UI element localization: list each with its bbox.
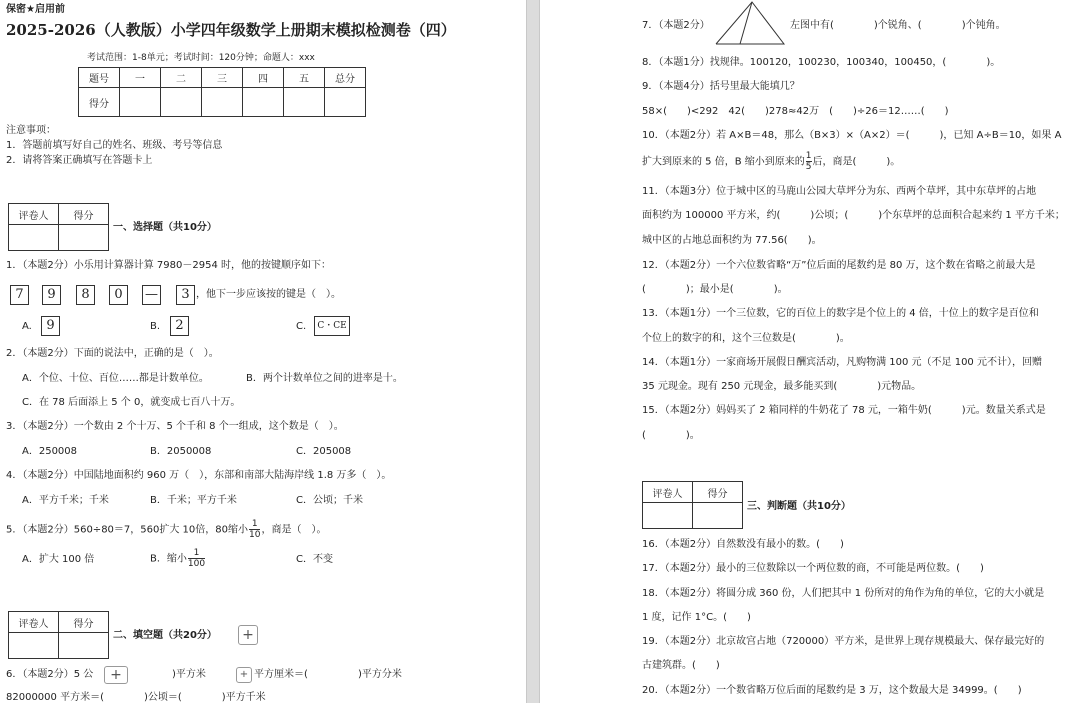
question-6-line1-d: )平方分米 xyxy=(358,669,402,680)
question-18-b: 1 度，记作 1°C。( ) xyxy=(642,612,751,623)
question-14-b: 35 元现金。现有 250 元现金，最多能买到( )元物品。 xyxy=(642,381,922,392)
question-4-stem: 4．（本题2分）中国陆地面积约 960 万（ ），东部和南部大陆海岸线 1.8 万多（ ）。 xyxy=(6,470,392,481)
score-header-cell: 二 xyxy=(161,68,202,88)
exam-title: 2025-2026（人教版）小学四年级数学上册期末模拟检测卷（四） xyxy=(6,21,456,39)
grader-cell[interactable] xyxy=(693,503,743,529)
score-header-cell: 四 xyxy=(243,68,284,88)
option-b[interactable]: B．千米；平方千米 xyxy=(150,495,237,506)
question-1-tail: ，他下一步应该按的键是（ ）。 xyxy=(196,289,341,300)
question-13-b: 个位上的数字的和，这个三位数是( )。 xyxy=(642,333,850,344)
calculator-key: 8 xyxy=(76,285,95,305)
score-table xyxy=(78,67,366,117)
grader-cell[interactable] xyxy=(643,503,693,529)
fraction xyxy=(806,151,812,172)
section-title-choice: 一、选择题（共10分） xyxy=(113,222,217,233)
option-a[interactable]: A．250008 xyxy=(22,446,78,457)
question-12-a: 12．（本题2分）一个六位数省略“万”位后面的尾数约是 80 万，这个数在省略之前最大是 xyxy=(642,260,1036,271)
calculator-key: 7 xyxy=(10,285,29,305)
question-7-b: 左图中有( )个锐角、( )个钝角。 xyxy=(790,20,1006,31)
section-title-judge: 三、判断题（共10分） xyxy=(747,501,851,512)
question-15-a: 15．（本题2分）妈妈买了 2 箱同样的牛奶花了 78 元，一箱牛奶( )元。数量关系式是 xyxy=(642,405,1046,416)
question-6-line2: 82000000 平方米＝( )公顷＝( )平方千米 xyxy=(6,692,266,703)
note-item: 1．答题前填写好自己的姓名、班级、考号等信息 xyxy=(6,140,223,151)
option-b[interactable]: B．两个计数单位之间的进率是十。 xyxy=(246,373,403,384)
page-gutter xyxy=(526,0,540,703)
fraction xyxy=(188,548,205,569)
option-a-key[interactable]: 9 xyxy=(41,316,60,336)
expand-icon[interactable]: + xyxy=(236,667,252,683)
question-16: 16．（本题2分）自然数没有最小的数。( ) xyxy=(642,539,844,550)
calculator-key: 3 xyxy=(176,285,195,305)
question-12-b: ( )；最小是( )。 xyxy=(642,284,788,295)
question-6-line1-b: )平方米 xyxy=(172,669,206,680)
fraction-numerator: 1 xyxy=(188,548,205,559)
section-title-fill: 二、填空题（共20分） xyxy=(113,630,217,641)
fraction-denominator: 10 xyxy=(249,530,261,540)
fraction-denominator: 100 xyxy=(187,559,206,569)
question-10-b2: 后，商是( )。 xyxy=(812,156,901,168)
calculator-key: 9 xyxy=(42,285,61,305)
option-a[interactable]: A．个位、十位、百位……都是计数单位。 xyxy=(22,373,209,384)
score-cell[interactable] xyxy=(202,88,243,117)
calculator-key: 0 xyxy=(109,285,128,305)
add-icon[interactable]: + xyxy=(238,625,258,645)
question-6-line1-a: 6．（本题2分）5 公 xyxy=(6,669,94,680)
triangle-figure xyxy=(714,0,786,50)
grader-box xyxy=(8,611,109,659)
notes-title: 注意事项： xyxy=(6,125,56,136)
question-10-b xyxy=(642,151,900,173)
score-header-cell: 题号 xyxy=(79,68,120,88)
grader-score-label: 得分 xyxy=(59,612,109,633)
question-8: 8．（本题1分）找规律。100120，100230，100340，100450，( )。 xyxy=(642,57,1001,68)
question-10-a: 10．（本题2分）若 A×B＝48，那么（B×3）×（A×2）＝( )，已知 A÷B＝10，如果 A xyxy=(642,130,1062,141)
question-20: 20．（本题2分）一个数省略万位后面的尾数约是 3 万，这个数最大是 34999。( ) xyxy=(642,685,1022,696)
option-b-text: B．缩小 xyxy=(150,553,187,565)
fraction xyxy=(249,519,260,540)
question-11-c: 城中区的占地总面积约为 77.56( )。 xyxy=(642,235,822,246)
add-icon[interactable]: + xyxy=(104,666,128,684)
option-c[interactable]: C．不变 xyxy=(296,554,333,565)
question-11-b: 面积约为 100000 平方米，约( )公顷；( )个东草坪的总面积合起来约 1 平方千米； xyxy=(642,210,1065,221)
exam-meta: 考试范围：1-8单元；考试时间：120分钟；命题人：xxx xyxy=(87,53,315,63)
question-14-a: 14．（本题1分）一家商场开展假日酬宾活动，凡购物满 100 元（不足 100 元不计），回赠 xyxy=(642,357,1042,368)
fraction-numerator: 1 xyxy=(805,151,812,161)
score-header-cell: 一 xyxy=(120,68,161,88)
question-17: 17．（本题2分）最小的三位数除以一个两位数的商，不可能是两位数。( ) xyxy=(642,563,984,574)
fraction-numerator: 1 xyxy=(249,519,260,530)
exam-page-left xyxy=(0,0,526,703)
option-c-key[interactable]: C・CE xyxy=(314,316,350,336)
score-header-cell: 三 xyxy=(202,68,243,88)
score-cell[interactable] xyxy=(120,88,161,117)
option-b[interactable] xyxy=(150,548,206,570)
option-c[interactable]: C．205008 xyxy=(296,446,352,457)
score-header-cell: 总分 xyxy=(325,68,366,88)
question-5-stem-a: 5．（本题2分）560÷80＝7，560扩大 10倍，80缩小 xyxy=(6,524,248,536)
question-19-a: 19．（本题2分）北京故宫占地（720000）平方米，是世界上现存规模最大、保存最完好的 xyxy=(642,636,1045,647)
question-11-a: 11．（本题3分）位于城中区的马鹿山公园大草坪分为东、西两个草坪，其中东草坪的占地 xyxy=(642,186,1037,197)
option-a-label: A. xyxy=(22,321,32,332)
grader-score-label: 得分 xyxy=(59,204,109,225)
calculator-key: — xyxy=(142,285,161,305)
score-cell[interactable] xyxy=(161,88,202,117)
grader-box xyxy=(8,203,109,251)
score-cell[interactable] xyxy=(325,88,366,117)
note-item: 2．请将答案正确填写在答题卡上 xyxy=(6,155,153,166)
grader-box xyxy=(642,481,743,529)
secret-label: 保密★启用前 xyxy=(6,4,65,15)
grader-cell[interactable] xyxy=(59,225,109,251)
option-c[interactable]: C．在 78 后面添上 5 个 0，就变成七百八十万。 xyxy=(22,397,241,408)
question-9-line: 58×( )<292 42( )278≈42万 ( )÷26＝12……( ) xyxy=(642,106,949,117)
grader-reviewer-label: 评卷人 xyxy=(9,204,59,225)
question-6-line1-c: 平方厘米＝( xyxy=(254,669,308,680)
grader-cell[interactable] xyxy=(59,633,109,659)
fraction-denominator: 5 xyxy=(805,162,812,172)
question-18-a: 18．（本题2分）将圆分成 360 份，人们把其中 1 份所对的角作为角的单位，它的大小就是 xyxy=(642,588,1045,599)
grader-score-label: 得分 xyxy=(693,482,743,503)
question-5-stem xyxy=(6,519,326,541)
option-c[interactable]: C．公顷；千米 xyxy=(296,495,363,506)
question-9: 9．（本题4分）括号里最大能填几？ xyxy=(642,81,800,92)
option-b-key[interactable]: 2 xyxy=(170,316,189,336)
option-a[interactable]: A．扩大 100 倍 xyxy=(22,554,95,565)
score-row-label: 得分 xyxy=(79,88,120,117)
option-b-label: B. xyxy=(150,321,161,332)
question-7-a: 7．（本题2分） xyxy=(642,20,710,31)
question-2-stem: 2．（本题2分）下面的说法中，正确的是（ ）。 xyxy=(6,348,219,359)
question-19-b: 古建筑群。( ) xyxy=(642,660,720,671)
exam-page-right xyxy=(540,0,1080,703)
option-b[interactable]: B．2050008 xyxy=(150,446,212,457)
option-c-label: C. xyxy=(296,321,307,332)
score-cell[interactable] xyxy=(284,88,325,117)
grader-cell[interactable] xyxy=(9,633,59,659)
question-15-b: ( )。 xyxy=(642,430,700,441)
grader-cell[interactable] xyxy=(9,225,59,251)
score-header-cell: 五 xyxy=(284,68,325,88)
score-cell[interactable] xyxy=(243,88,284,117)
question-1-stem: 1．（本题2分）小乐用计算器计算 7980－2954 时，他的按键顺序如下： xyxy=(6,260,331,271)
grader-reviewer-label: 评卷人 xyxy=(9,612,59,633)
question-5-stem-b: ，商是（ ）。 xyxy=(261,524,327,536)
question-13-a: 13．（本题1分）一个三位数，它的百位上的数字是个位上的 4 倍，十位上的数字是百位和 xyxy=(642,308,1039,319)
question-10-b1: 扩大到原来的 5 倍，B 缩小到原来的 xyxy=(642,156,805,168)
grader-reviewer-label: 评卷人 xyxy=(643,482,693,503)
question-3-stem: 3．（本题2分）一个数由 2 个十万、5 个千和 8 个一组成，这个数是（ ）。 xyxy=(6,421,344,432)
option-a[interactable]: A．平方千米；千米 xyxy=(22,495,109,506)
